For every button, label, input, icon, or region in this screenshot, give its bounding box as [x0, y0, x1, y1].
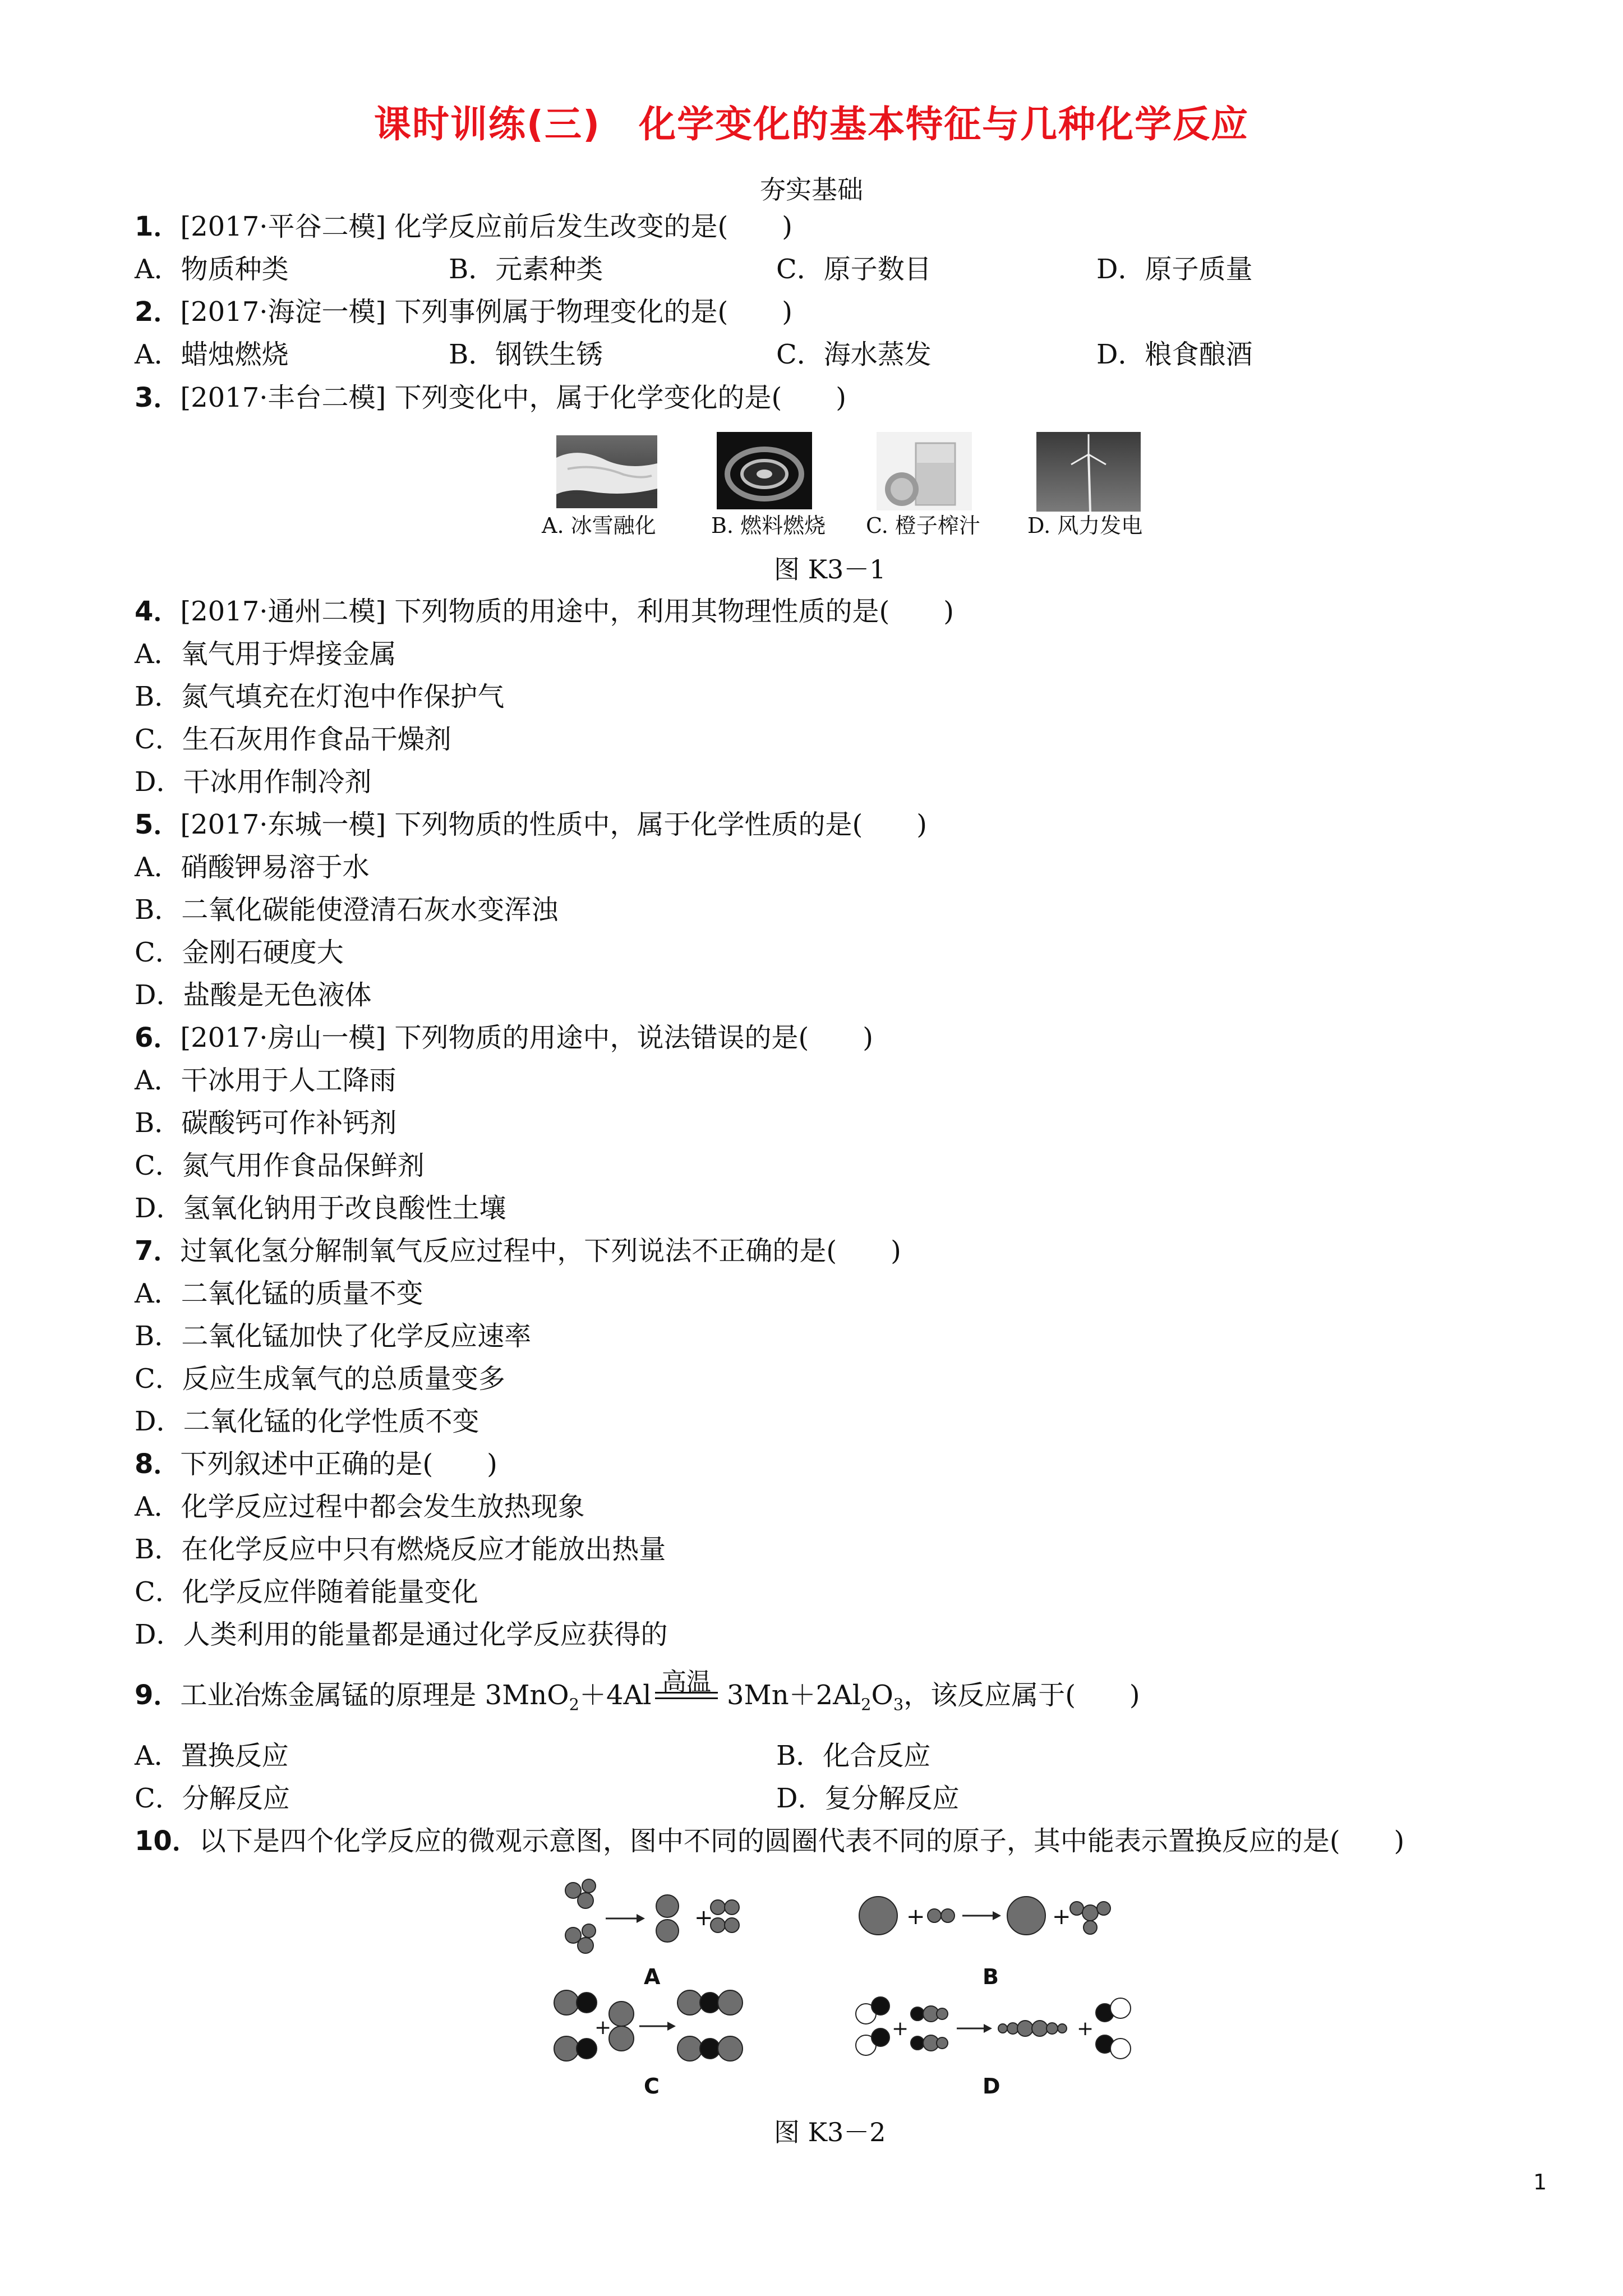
question-7	[135, 1235, 901, 1267]
figure-caption-a: A. 冰雪融化	[542, 513, 656, 538]
option-c: C．氮气用作食品保鲜剂	[135, 1150, 425, 1181]
option-c: C．生石灰用作食品干燥剂	[135, 724, 451, 755]
svg-text:+: +	[594, 2016, 612, 2039]
option-d: D．粮食酿酒	[1096, 339, 1253, 370]
question-5	[135, 811, 927, 838]
question-10	[135, 1825, 1405, 1857]
page-number: 1	[1533, 2170, 1547, 2194]
question-1	[135, 213, 792, 240]
equation-double-line-bottom	[655, 1697, 718, 1699]
reaction-diagram-a	[561, 1874, 746, 1963]
question-number: 3．	[135, 382, 181, 413]
question-stem: [2017·平谷二模] 化学反应前后发生改变的是( )	[180, 211, 792, 242]
question-stem: [2017·通州二模] 下列物质的用途中，利用其物理性质的是( )	[180, 596, 954, 627]
question-2	[135, 296, 792, 328]
question-stem: [2017·海淀一模] 下列事例属于物理变化的是( )	[180, 296, 792, 328]
option-d: D．氢氧化钠用于改良酸性土壤	[135, 1193, 506, 1224]
question-stem: 下列叙述中正确的是( )	[180, 1448, 497, 1480]
option-c: C．反应生成氧气的总质量变多	[135, 1363, 505, 1395]
question-number: 8．	[135, 1448, 181, 1480]
reaction-diagram-c	[550, 1986, 763, 2070]
question-stem: 3Mn＋2Al	[727, 1680, 861, 1711]
gas-flame-photo	[717, 432, 812, 509]
figure-caption-b: B. 燃料燃烧	[711, 513, 826, 538]
option-b: B．碳酸钙可作补钙剂	[135, 1107, 397, 1139]
question-stem: 工业冶炼金属锰的原理是 3MnO	[180, 1680, 569, 1711]
option-b: B．在化学反应中只有燃烧反应才能放出热量	[135, 1534, 666, 1565]
option-a: A．物质种类	[135, 254, 289, 285]
option-a: A．硝酸钾易溶于水	[135, 852, 370, 883]
option-a: A．干冰用于人工降雨	[135, 1065, 396, 1096]
question-number: 1．	[135, 211, 181, 242]
question-number: 4．	[135, 596, 181, 627]
figure-caption-d: D. 风力发电	[1027, 513, 1143, 538]
option-c: C．化学反应伴随着能量变化	[135, 1576, 478, 1608]
reaction-diagram-b	[852, 1885, 1144, 1947]
question-9	[135, 1682, 652, 1713]
diagram-label-b: B	[983, 1964, 999, 1989]
svg-text:+: +	[1077, 2017, 1094, 2040]
subscript: 3	[893, 1695, 904, 1714]
option-b: B．化合反应	[776, 1740, 931, 1772]
question-number: 5．	[135, 809, 181, 840]
page-title: 课时训练(三) 化学变化的基本特征与几种化学反应	[374, 103, 1249, 146]
question-number: 2．	[135, 296, 181, 328]
option-b: B．氮气填充在灯泡中作保护气	[135, 681, 505, 712]
diagram-label-d: D	[983, 2074, 1000, 2099]
option-b: B．元素种类	[449, 254, 603, 285]
section-heading: 夯实基础	[760, 174, 863, 205]
figure-caption-c: C. 橙子榨汁	[866, 513, 980, 538]
subscript: 2	[861, 1695, 872, 1714]
option-b: B．钢铁生锈	[449, 339, 603, 370]
question-9-products	[727, 1682, 1140, 1713]
question-8	[135, 1448, 497, 1480]
question-6	[135, 1024, 873, 1051]
question-number: 9．	[135, 1680, 181, 1711]
question-3	[135, 384, 846, 411]
question-number: 7．	[135, 1235, 181, 1267]
equation-double-line-top	[655, 1692, 718, 1694]
option-d: D．复分解反应	[776, 1783, 960, 1814]
option-a: A．氧气用于焊接金属	[135, 638, 396, 670]
svg-text:+: +	[906, 1904, 925, 1930]
question-stem: 过氧化氢分解制氧气反应过程中，下列说法不正确的是( )	[180, 1235, 901, 1267]
option-a: A．置换反应	[135, 1740, 289, 1772]
option-d: D．人类利用的能量都是通过化学反应获得的	[135, 1619, 668, 1650]
figure-label: 图 K3－1	[774, 554, 886, 585]
option-c: C．金刚石硬度大	[135, 937, 344, 968]
option-a: A．二氧化锰的质量不变	[135, 1278, 423, 1309]
wind-turbine-photo	[1036, 432, 1141, 512]
option-b: B．二氧化碳能使澄清石灰水变浑浊	[135, 894, 559, 926]
option-d: D．盐酸是无色液体	[135, 979, 372, 1011]
question-stem: ＋4Al	[579, 1680, 652, 1711]
option-c: C．海水蒸发	[776, 339, 932, 370]
svg-text:+: +	[1052, 1904, 1071, 1930]
orange-juice-photo	[877, 432, 972, 510]
question-stem: [2017·东城一模] 下列物质的性质中，属于化学性质的是( )	[180, 809, 927, 840]
question-stem: [2017·房山一模] 下列物质的用途中，说法错误的是( )	[180, 1022, 873, 1053]
option-d: D．二氧化锰的化学性质不变	[135, 1406, 479, 1437]
option-c: C．分解反应	[135, 1783, 290, 1814]
diagram-label-a: A	[644, 1964, 661, 1989]
question-stem: ，该反应属于( )	[903, 1680, 1140, 1711]
option-d: D．原子质量	[1096, 254, 1253, 285]
question-stem: 以下是四个化学反应的微观示意图，图中不同的圆圈代表不同的原子，其中能表示置换反应的是( )	[199, 1825, 1405, 1857]
figure-label: 图 K3－2	[774, 2117, 886, 2147]
question-stem: O	[871, 1680, 893, 1711]
subscript: 2	[569, 1695, 579, 1714]
option-a: A．化学反应过程中都会发生放热现象	[135, 1491, 585, 1522]
option-c: C．原子数目	[776, 254, 932, 285]
ice-snow-melting-photo	[556, 435, 657, 508]
question-number: 10．	[135, 1825, 199, 1857]
reaction-condition: 高温	[662, 1668, 711, 1696]
question-stem: [2017·丰台二模] 下列变化中，属于化学变化的是( )	[180, 382, 846, 413]
question-4	[135, 598, 954, 625]
diagram-label-c: C	[644, 2074, 660, 2099]
option-b: B．二氧化锰加快了化学反应速率	[135, 1320, 532, 1352]
svg-text:+: +	[694, 1905, 713, 1931]
question-number: 6．	[135, 1022, 181, 1053]
svg-text:+: +	[892, 2017, 909, 2040]
option-d: D．干冰用作制冷剂	[135, 766, 372, 798]
reaction-diagram-d	[852, 1991, 1144, 2064]
option-a: A．蜡烛燃烧	[135, 339, 289, 370]
